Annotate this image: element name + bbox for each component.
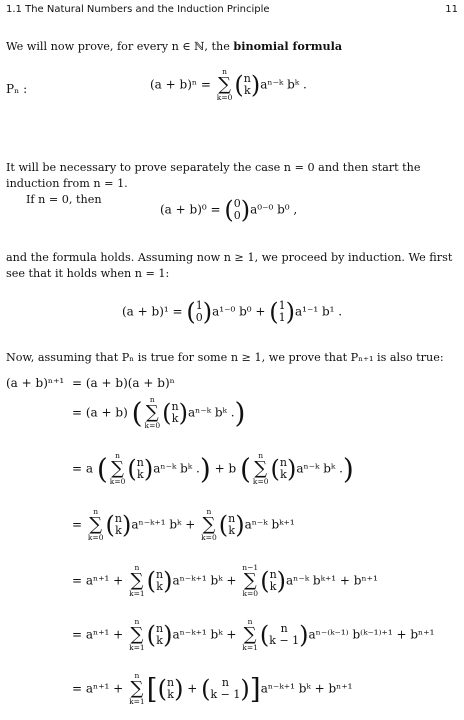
- line3-prefix: = a: [72, 461, 94, 476]
- binomial-coefficient: (n k): [146, 621, 173, 649]
- binomial-formula-term: binomial formula: [233, 39, 343, 53]
- sum-symbol: n ∑ k=0: [216, 67, 233, 102]
- paragraph-case-split: It will be necessary to prove separately the case n = 0 and then start the induction from n = 1.: [6, 161, 421, 190]
- equation-n-zero: [160, 198, 297, 222]
- sum-symbol: n ∑ k=1: [242, 617, 258, 652]
- sum-symbol: n ∑ k=1: [129, 671, 145, 706]
- chain-line-4: [72, 508, 295, 542]
- chain-lhs: (a + b)ⁿ⁺¹: [6, 376, 65, 390]
- sum-symbol: n ∑ k=0: [109, 451, 126, 486]
- chain-line-3: = a ( n ∑ k=0 (n k)aⁿ⁻ᵏ bᵏ .) + b ( n ∑ k=0 (n k)aⁿ⁻ᵏ bᵏ .): [72, 451, 354, 486]
- line7-term: aⁿ⁻ᵏ⁺¹ bᵏ + bⁿ⁺¹: [260, 681, 353, 696]
- sum-symbol: n ∑ k=1: [129, 617, 145, 652]
- eq-one-mid: a¹⁻⁰ b⁰ +: [212, 304, 266, 319]
- sum-symbol: n ∑ k=0: [144, 395, 161, 430]
- binomial-coefficient: (1 0): [186, 298, 213, 326]
- binomial-coefficient: (n k): [218, 511, 245, 539]
- binomial-coefficient: (n k): [146, 567, 173, 595]
- binomial-coefficient: (0 0): [224, 196, 251, 224]
- paragraph-induction: and the formula holds. Assuming now n ≥ 1, we proceed by induction. We first see that it holds when n = 1:: [6, 251, 453, 280]
- eq-rhs: aⁿ⁻ᵏ bᵏ .: [260, 77, 307, 92]
- sum-symbol: n ∑ k=0: [87, 507, 104, 542]
- running-header: [6, 4, 458, 20]
- eq-lhs: (a + b)ⁿ =: [150, 77, 211, 92]
- line4-term-1: aⁿ⁻ᵏ⁺¹ bᵏ +: [131, 517, 196, 532]
- line5-term-1: aⁿ⁻ᵏ⁺¹ bᵏ +: [172, 573, 237, 588]
- chain-line-6: [72, 618, 434, 652]
- binomial-coefficient: ( n k − 1): [201, 675, 250, 703]
- equation-binomial: [150, 68, 307, 102]
- chain-line-7: = aⁿ⁺¹ + n ∑ k=1 [(n k) + ( n k − 1)]aⁿ⁻ᵏ⁺¹ bᵏ + bⁿ⁺¹: [72, 671, 353, 706]
- paragraph-inductive-step: Now, assuming that Pₙ is true for some n ≥ 1, we prove that Pₙ₊₁ is also true:: [6, 351, 444, 364]
- paragraph-n-zero: If n = 0, then: [26, 193, 102, 206]
- chain-line-5: [72, 564, 378, 598]
- binomial-coefficient: (n k): [127, 455, 154, 483]
- section-title: 1.1 The Natural Numbers and the Induction Principle: [6, 4, 270, 15]
- eq-one-rhs: a¹⁻¹ b¹ .: [295, 304, 343, 319]
- binomial-coefficient: (n k): [157, 675, 184, 703]
- binomial-coefficient: (n k): [234, 71, 261, 99]
- page-number: 11: [445, 4, 458, 15]
- line3-mid: + b: [214, 461, 237, 476]
- equation-n-one: [122, 300, 342, 324]
- intro-text: We will now prove, for every n ∈ ℕ, the: [6, 40, 234, 53]
- sum-symbol: n ∑ k=0: [252, 451, 269, 486]
- line6-prefix: = aⁿ⁺¹ +: [72, 627, 124, 642]
- line5-prefix: = aⁿ⁺¹ +: [72, 573, 124, 588]
- binomial-coefficient: (n k): [260, 567, 287, 595]
- line3-term-b: aⁿ⁻ᵏ bᵏ .: [296, 461, 343, 476]
- line4-prefix: =: [72, 517, 83, 532]
- pn-label: Pₙ :: [6, 82, 28, 96]
- line3-term-a: aⁿ⁻ᵏ bᵏ .: [153, 461, 200, 476]
- line6-term-1: aⁿ⁻ᵏ⁺¹ bᵏ +: [172, 627, 237, 642]
- chain-line-1: = (a + b)(a + b)ⁿ: [72, 376, 175, 390]
- sum-symbol: n−1 ∑ k=0: [242, 563, 259, 598]
- line6-term-2: aⁿ⁻⁽ᵏ⁻¹⁾ b⁽ᵏ⁻¹⁾⁺¹ + bⁿ⁺¹: [308, 627, 435, 642]
- line2-prefix: = (a + b): [72, 405, 128, 420]
- binomial-coefficient: (1 1): [269, 298, 296, 326]
- eq-zero-lhs: (a + b)⁰ =: [160, 202, 221, 217]
- binomial-coefficient: ( n k − 1): [259, 621, 309, 649]
- eq-one-lhs: (a + b)¹ =: [122, 304, 183, 319]
- line7-prefix: = aⁿ⁺¹ +: [72, 681, 124, 696]
- line4-term-2: aⁿ⁻ᵏ bᵏ⁺¹: [244, 517, 295, 532]
- sum-symbol: n ∑ k=0: [201, 507, 217, 542]
- line2-term: aⁿ⁻ᵏ bᵏ .: [187, 405, 235, 420]
- line5-term-2: aⁿ⁻ᵏ bᵏ⁺¹ + bⁿ⁺¹: [286, 573, 378, 588]
- binomial-coefficient: (n k): [270, 455, 297, 483]
- chain-line-2: = (a + b) ( n ∑ k=0 (n k)aⁿ⁻ᵏ bᵏ .): [72, 395, 246, 430]
- paragraph-intro: [6, 38, 458, 55]
- binomial-coefficient: (n k): [105, 511, 132, 539]
- sum-symbol: n ∑ k=1: [129, 563, 145, 598]
- eq-zero-rhs: a⁰⁻⁰ b⁰ ,: [250, 202, 298, 217]
- binomial-coefficient: (n k): [162, 399, 188, 427]
